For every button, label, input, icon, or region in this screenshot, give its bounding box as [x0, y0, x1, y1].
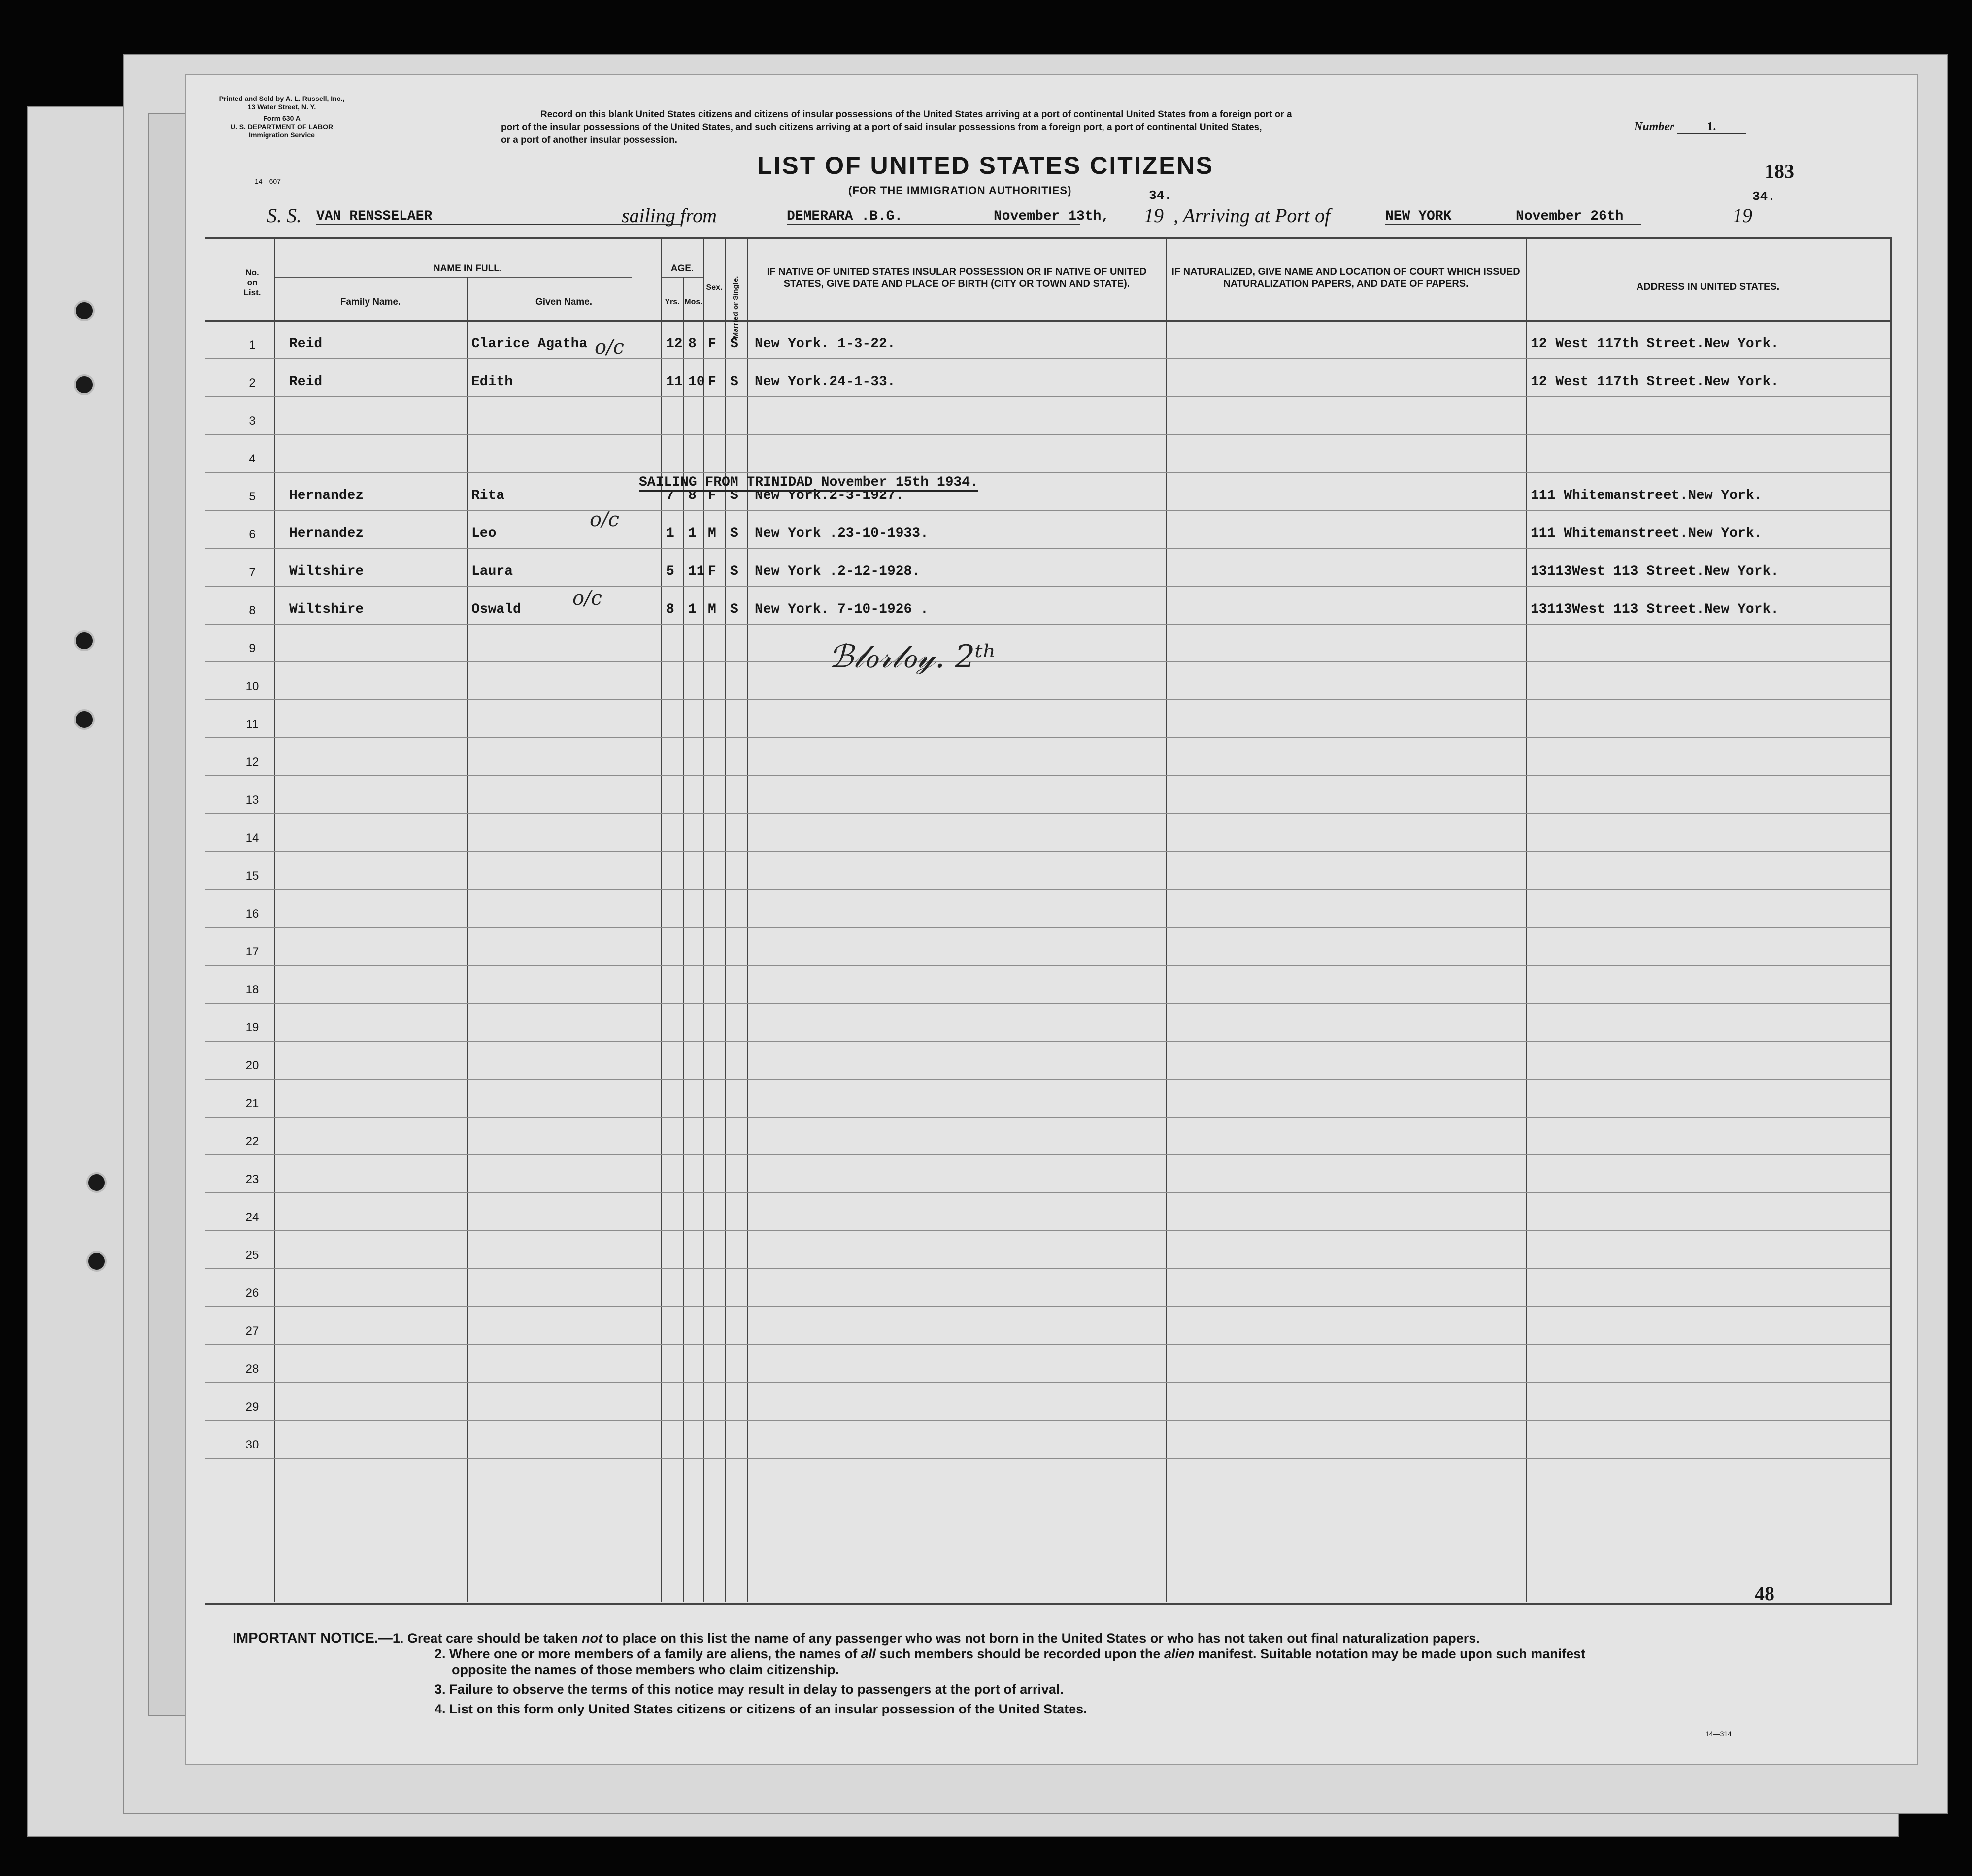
printer-line: U. S. DEPARTMENT OF LABOR [230, 123, 334, 131]
family-name: Hernandez [289, 526, 364, 541]
handwritten-annotation: o/c [590, 508, 619, 531]
row-rule [205, 1117, 1890, 1118]
column-rule [1166, 237, 1167, 1602]
sex: F [708, 564, 716, 579]
row-rule [205, 661, 1890, 662]
row-rule [205, 1154, 1890, 1155]
row-rule [205, 548, 1890, 549]
row-number: 1 [249, 338, 256, 352]
married-single: S [730, 336, 738, 352]
notice-emphasis: alien [1164, 1646, 1195, 1661]
form-code-top: 14—607 [255, 177, 281, 185]
date-to: November 26th [1516, 209, 1624, 224]
birth-info: New York. 1-3-22. [755, 336, 896, 352]
printer-line: Form 630 A [263, 114, 301, 122]
port-to: NEW YORK [1385, 209, 1641, 225]
row-number: 9 [249, 642, 256, 655]
page-title: LIST OF UNITED STATES CITIZENS [757, 152, 1214, 179]
address: 12 West 117th Street.New York. [1531, 374, 1779, 390]
binder-hole [74, 300, 95, 321]
date-from: November 13th, [994, 209, 1110, 224]
address: 12 West 117th Street.New York. [1531, 336, 1779, 352]
row-rule [205, 1458, 1890, 1459]
row-number: 15 [245, 869, 259, 883]
age-divider [661, 277, 703, 278]
binder-hole [74, 709, 95, 730]
row-number: 17 [245, 945, 259, 958]
birth-info: New York .23-10-1933. [755, 526, 929, 541]
binder-hole [86, 1172, 107, 1193]
header-divider [205, 320, 1890, 322]
notice-text: to place on this list the name of any passenger who was not born in the United States or who has not taken out final naturalization papers. [602, 1631, 1480, 1646]
form-code-bottom: 14—314 [1705, 1730, 1732, 1738]
row-rule [205, 737, 1890, 738]
port-from: DEMERARA .B.G. [787, 209, 1080, 225]
row-rule [205, 510, 1890, 511]
row-number: 25 [245, 1249, 259, 1262]
row-rule [205, 1079, 1890, 1080]
family-name: Reid [289, 374, 323, 390]
age-months: 10 [688, 374, 705, 390]
row-number: 3 [249, 414, 256, 428]
row-rule [205, 1420, 1890, 1421]
married-single: S [730, 488, 738, 503]
year-2: 34. [1752, 189, 1775, 204]
row-rule [205, 472, 1890, 473]
row-rule [205, 775, 1890, 776]
important-notice [233, 1630, 1898, 1717]
given-name: Leo [471, 526, 497, 541]
row-rule [205, 1041, 1890, 1042]
row-number: 12 [245, 756, 259, 769]
table-frame [205, 237, 1892, 1605]
sex: M [708, 602, 716, 617]
sex: F [708, 374, 716, 390]
notice-item-4: 4. List on this form only United States citizens or citizens of an insular possession of the United States. [435, 1702, 1087, 1716]
birth-info: New York. 7-10-1926 . [755, 602, 929, 617]
header-sex: Sex. [706, 283, 723, 292]
binder-hole [74, 630, 95, 651]
column-rule [274, 237, 275, 1602]
sex: M [708, 526, 716, 541]
family-name: Hernandez [289, 488, 364, 503]
row-number: 30 [245, 1438, 259, 1451]
age-years: 11 [666, 374, 683, 390]
sailing-label: sailing from [622, 204, 717, 227]
printer-line: Printed and Sold by A. L. Russell, Inc., [219, 95, 345, 102]
notice-text: 2. Where one or more members of a family are aliens, the names of [435, 1646, 861, 1661]
header-address: ADDRESS IN UNITED STATES. [1636, 281, 1780, 292]
header-native: IF NATIVE OF UNITED STATES INSULAR POSSESSION OR IF NATIVE OF UNITED STATES, GIVE DATE AND PLACE OF BIRTH (CITY OR TOWN AND STATE). [767, 266, 1147, 289]
row-number: 4 [249, 452, 256, 465]
family-name: Wiltshire [289, 564, 364, 579]
notice-item-1 [233, 1630, 1898, 1646]
row-rule [205, 1003, 1890, 1004]
row-rule [205, 699, 1890, 700]
age-years: 12 [666, 336, 683, 352]
record-line: or a port of another insular possession. [501, 135, 677, 145]
year-1: 34. [1149, 188, 1172, 203]
sex: F [708, 336, 716, 352]
row-number: 28 [245, 1362, 259, 1376]
row-number: 23 [245, 1173, 259, 1186]
notice-text: 1. Great care should be taken [392, 1631, 582, 1646]
notice-item-2 [233, 1646, 1898, 1662]
row-rule [205, 889, 1890, 890]
family-name: Wiltshire [289, 602, 364, 617]
family-name: Reid [289, 336, 323, 352]
row-rule [205, 1306, 1890, 1307]
row-rule [205, 624, 1890, 625]
row-number: 6 [249, 528, 256, 541]
binder-hole [86, 1251, 107, 1272]
age-years: 7 [666, 488, 674, 503]
binder-hole [74, 374, 95, 395]
header-naturalized: IF NATURALIZED, GIVE NAME AND LOCATION OF COURT WHICH ISSUED NATURALIZATION PAPERS, AND DATE OF PAPERS. [1171, 266, 1520, 289]
row-number: 13 [245, 793, 259, 807]
page-subtitle: (FOR THE IMMIGRATION AUTHORITIES) [848, 184, 1072, 197]
handwritten-annotation: o/c [595, 336, 624, 359]
number-label: Number [1634, 120, 1674, 133]
notice-emphasis: all [861, 1646, 876, 1661]
row-rule [205, 1192, 1890, 1193]
age-years: 8 [666, 602, 674, 617]
manifest-sheet [185, 74, 1918, 1765]
age-months: 1 [688, 602, 697, 617]
row-rule [205, 927, 1890, 928]
row-rule [205, 1344, 1890, 1345]
row-number: 14 [245, 831, 259, 845]
handwritten-signature: ℬ𝓁ℴ𝓇𝓁ℴ𝓎. 2ᵗʰ [829, 639, 997, 675]
row-number: 22 [245, 1135, 259, 1148]
age-years: 5 [666, 564, 674, 579]
row-rule [205, 851, 1890, 852]
printer-block [208, 95, 356, 139]
back-sheet-3 [148, 113, 189, 1716]
address: 111 Whitemanstreet.New York. [1531, 526, 1763, 541]
record-line: Record on this blank United States citizens and citizens of insular possessions of the United States arriving at a port of continental United States from a foreign port or a [540, 109, 1292, 120]
notice-heading: IMPORTANT NOTICE.— [233, 1630, 393, 1646]
column-rule [703, 237, 704, 1602]
column-rule [1526, 237, 1527, 1602]
given-name: Clarice Agatha [471, 336, 588, 352]
notice-emphasis: not [582, 1631, 603, 1646]
age-months: 8 [688, 488, 697, 503]
column-rule [747, 237, 748, 1602]
notice-text: manifest. Suitable notation may be made upon such manifest [1194, 1646, 1586, 1661]
year-prefix-2: 19 [1733, 204, 1752, 227]
column-rule [725, 237, 726, 1602]
row-number: 5 [249, 490, 256, 503]
given-name: Edith [471, 374, 513, 390]
row-rule [205, 358, 1890, 359]
number-value: 1. [1677, 120, 1746, 134]
printer-line: 13 Water Street, N. Y. [247, 103, 316, 111]
row-rule [205, 396, 1890, 397]
address: 111 Whitemanstreet.New York. [1531, 488, 1763, 503]
birth-info: New York.24-1-33. [755, 374, 896, 390]
header-no: No. on List. [243, 268, 261, 297]
header-married: Married or Single. [732, 276, 740, 339]
header-given-name: Given Name. [535, 297, 593, 307]
sheet-number: 48 [1755, 1582, 1774, 1605]
arriving-label: , Arriving at Port of [1173, 204, 1331, 227]
row-number: 11 [246, 718, 259, 731]
record-line: port of the insular possessions of the United States, and such citizens arriving at a port of said insular possessions from a foreign port, a port of continental United States, [501, 122, 1262, 132]
sex: F [708, 488, 716, 503]
ship-name: VAN RENSSELAER [316, 209, 681, 225]
row-number: 26 [245, 1286, 259, 1300]
row-rule [205, 434, 1890, 435]
notice-item-3: 3. Failure to observe the terms of this notice may result in delay to passengers at the port of arrival. [435, 1682, 1064, 1697]
row-number: 10 [245, 680, 259, 693]
given-name: Oswald [471, 602, 521, 617]
year-prefix-1: 19 [1144, 204, 1164, 227]
row-rule [205, 1230, 1890, 1231]
row-rule [205, 1382, 1890, 1383]
header-family-name: Family Name. [340, 297, 401, 307]
address: 13113West 113 Street.New York. [1531, 602, 1779, 617]
header-mos: Mos. [684, 298, 702, 306]
birth-info: New York.2-3-1927. [755, 488, 904, 503]
row-number: 20 [245, 1059, 259, 1072]
row-rule [205, 965, 1890, 966]
birth-info: New York .2-12-1928. [755, 564, 921, 579]
row-number: 16 [245, 907, 259, 921]
age-months: 1 [688, 526, 697, 541]
row-number: 19 [245, 1021, 259, 1034]
number-field [1634, 120, 1746, 134]
header-yrs: Yrs. [665, 298, 680, 306]
given-name: Rita [471, 488, 505, 503]
page-number: 183 [1765, 160, 1794, 182]
row-number: 2 [249, 376, 256, 390]
given-name: Laura [471, 564, 513, 579]
printer-line: Immigration Service [249, 131, 315, 139]
row-rule [205, 1268, 1890, 1269]
row-rule [205, 813, 1890, 814]
row-number: 21 [245, 1097, 259, 1110]
header-name-in-full: NAME IN FULL. [433, 263, 502, 274]
address: 13113West 113 Street.New York. [1531, 564, 1779, 579]
sailing-note: SAILING FROM TRINIDAD November 15th 1934. [639, 475, 978, 492]
married-single: S [730, 602, 738, 617]
row-number: 8 [249, 604, 256, 617]
row-number: 24 [245, 1211, 259, 1224]
header-age: AGE. [670, 263, 694, 274]
ss-label: S. S. [267, 204, 301, 227]
row-number: 18 [245, 983, 259, 996]
married-single: S [730, 564, 738, 579]
row-number: 27 [245, 1324, 259, 1338]
notice-text: such members should be recorded upon the [875, 1646, 1164, 1661]
age-years: 1 [666, 526, 674, 541]
row-number: 7 [249, 566, 256, 579]
married-single: S [730, 526, 738, 541]
record-instructions [501, 108, 1762, 147]
handwritten-annotation: o/c [572, 587, 602, 610]
column-rule [661, 237, 662, 1602]
age-months: 8 [688, 336, 697, 352]
column-rule [467, 277, 468, 1602]
name-divider [274, 277, 632, 278]
married-single: S [730, 374, 738, 390]
row-number: 29 [245, 1400, 259, 1414]
notice-item-2-cont: opposite the names of those members who claim citizenship. [452, 1662, 839, 1677]
row-rule [205, 586, 1890, 587]
age-months: 11 [688, 564, 705, 579]
